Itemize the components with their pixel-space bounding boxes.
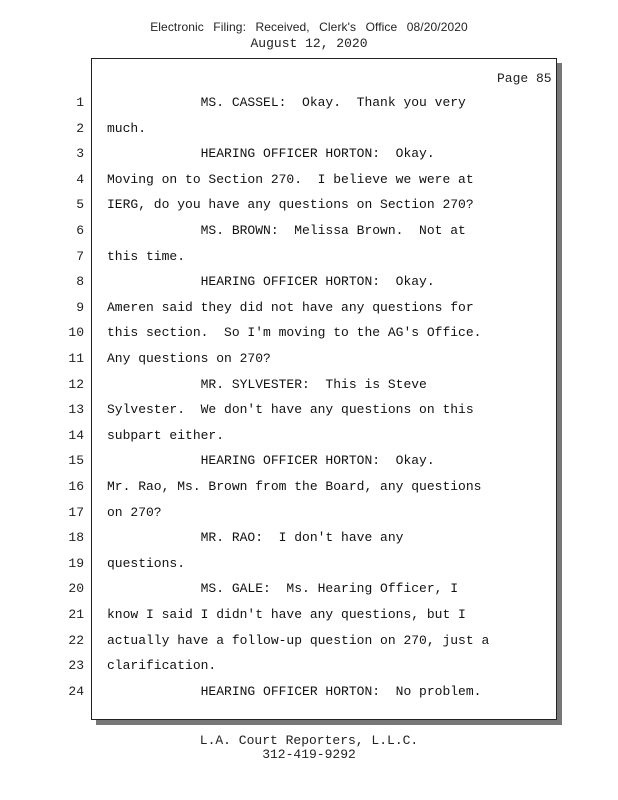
transcript-line (0, 144, 560, 164)
line-text: MR. RAO: I don't have any (107, 530, 404, 546)
transcript-line (0, 579, 560, 599)
line-number: 17 (68, 504, 84, 520)
line-text: HEARING OFFICER HORTON: Okay. (107, 274, 435, 290)
line-number: 7 (76, 248, 84, 264)
line-number: 14 (68, 427, 84, 443)
transcript-line (0, 605, 560, 625)
line-number: 4 (76, 171, 84, 187)
transcript-line (0, 349, 560, 369)
line-number: 8 (76, 274, 84, 290)
line-text: Mr. Rao, Ms. Brown from the Board, any questions (107, 479, 482, 494)
transcript-line (0, 247, 560, 267)
line-text: this section. So I'm moving to the AG's Office. (107, 325, 482, 341)
line-text: MR. SYLVESTER: This is Steve (107, 376, 427, 392)
transcript-line (0, 170, 560, 190)
line-number: 2 (76, 120, 84, 136)
page-number: Page 85 (497, 71, 552, 86)
filing-stamp: Electronic Filing: Received, Clerk's Office 08/20/2020 (150, 20, 468, 34)
line-number: 9 (76, 299, 84, 315)
line-number: 13 (68, 402, 84, 418)
line-number: 22 (68, 632, 84, 648)
line-text: HEARING OFFICER HORTON: Okay. (107, 453, 435, 469)
line-text: clarification. (107, 658, 217, 674)
line-number: 20 (68, 581, 84, 597)
transcript-line (0, 656, 560, 676)
transcript-line (0, 272, 560, 292)
line-text: much. (107, 120, 147, 136)
line-text: HEARING OFFICER HORTON: Okay. (107, 146, 435, 162)
line-text: Any questions on 270? (107, 351, 271, 366)
transcript-line (0, 400, 560, 420)
transcript-line (0, 221, 560, 241)
reporter-company: L.A. Court Reporters, L.L.C. (199, 733, 419, 748)
line-number: 1 (76, 95, 84, 110)
line-text: IERG, do you have any questions on Section 270? (107, 197, 474, 213)
transcript-line (0, 119, 560, 139)
transcript-line (0, 426, 560, 446)
line-number: 3 (76, 146, 84, 162)
line-text: HEARING OFFICER HORTON: No problem. (107, 683, 482, 699)
line-text: MS. GALE: Ms. Hearing Officer, I (107, 581, 459, 597)
transcript-line (0, 298, 560, 318)
transcript-line (0, 631, 560, 651)
line-text: Sylvester. We don't have any questions on this (107, 402, 474, 418)
line-text: know I said I didn't have any questions, but I (107, 607, 466, 622)
line-number: 18 (68, 530, 84, 546)
transcript-line (0, 528, 560, 548)
line-text: on 270? (107, 504, 162, 520)
line-text: MS. BROWN: Melissa Brown. Not at (107, 223, 466, 238)
transcript-line (0, 503, 560, 523)
transcript-line (0, 477, 560, 497)
line-number: 16 (68, 479, 84, 494)
transcript-line (0, 682, 560, 702)
line-number: 5 (76, 197, 84, 213)
line-number: 19 (68, 555, 84, 571)
line-number: 10 (68, 325, 84, 341)
line-number: 21 (68, 607, 84, 622)
line-text: actually have a follow-up question on 270, just a (107, 632, 490, 648)
transcript-line (0, 554, 560, 574)
transcript-line (0, 375, 560, 395)
line-text: subpart either. (107, 427, 225, 443)
line-number: 12 (68, 376, 84, 392)
line-text: Moving on to Section 270. I believe we were at (107, 171, 474, 187)
transcript-line (0, 323, 560, 343)
line-number: 6 (76, 223, 84, 238)
line-number: 24 (68, 683, 84, 699)
transcript-line (0, 93, 560, 113)
line-text: Ameren said they did not have any questions for (107, 299, 474, 315)
line-text: this time. (107, 248, 186, 264)
line-number: 11 (68, 351, 84, 366)
transcript-line (0, 195, 560, 215)
transcript-line (0, 451, 560, 471)
line-text: MS. CASSEL: Okay. Thank you very (107, 95, 466, 110)
line-number: 15 (68, 453, 84, 469)
reporter-phone: 312-419-9292 (262, 747, 356, 762)
hearing-date: August 12, 2020 (250, 36, 368, 51)
line-text: questions. (107, 555, 186, 571)
line-number: 23 (68, 658, 84, 674)
